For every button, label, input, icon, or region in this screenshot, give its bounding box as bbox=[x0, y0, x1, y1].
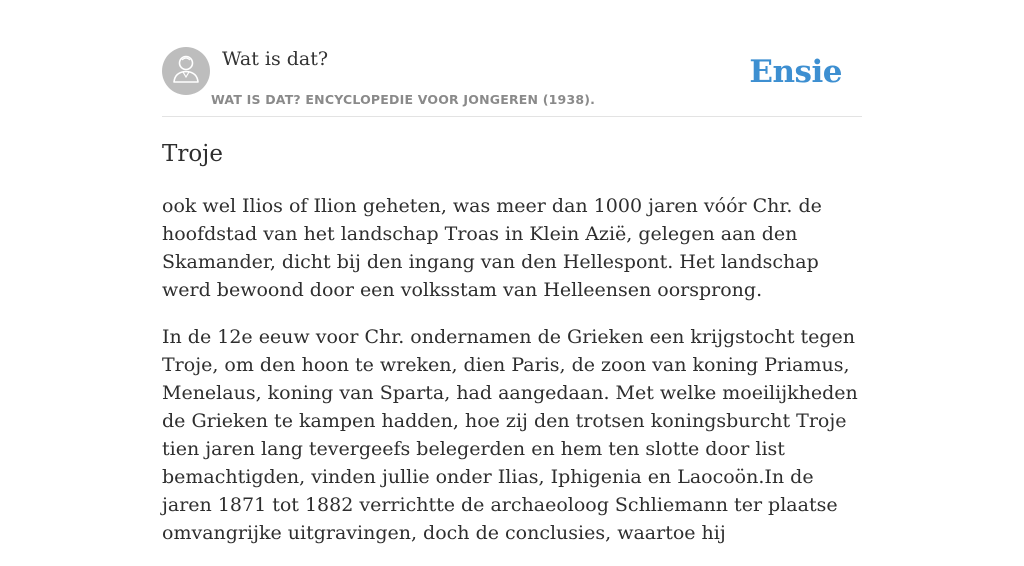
entry-paragraph: ook wel Ilios of Ilion geheten, was meer dan 1000 jaren vóór Chr. de hoofdstad van het landschap Troas in Klein Azië, gelegen aan den Skamander, dicht bij den ingang van den Hellespont. Het landschap werd bewoond door een volksstam van Helleensen oorsprong. bbox=[162, 195, 822, 301]
entry-body bbox=[162, 192, 862, 566]
user-icon bbox=[171, 53, 201, 90]
entry-title: Troje bbox=[162, 141, 223, 167]
source-title[interactable]: Wat is dat? bbox=[222, 48, 329, 70]
entry-paragraph: In de 12e eeuw voor Chr. ondernamen de Grieken een krijgstocht tegen Troje, om den hoon te wreken, dien Paris, de zoon van koning Priamus, Menelaus, koning van Sparta, had aangedaan. Met welke moeilijkheden de Grieken te kampen hadden, hoe zij den trotsen koningsburcht Troje tien jaren lang tevergeefs belegerden en hem ten slotte door list bemachtigden, vinden jullie onder Ilias, Iphigenia en Laocoön.In de jaren 1871 tot 1882 verrichtte de archaeoloog Schliemann ter plaatse omvangrijke uitgravingen, doch de conclusies, waartoe hij bbox=[162, 326, 858, 544]
source-subtitle[interactable]: WAT IS DAT? ENCYCLOPEDIE VOOR JONGEREN (1938). bbox=[211, 92, 596, 107]
source-header bbox=[162, 46, 862, 117]
avatar[interactable] bbox=[162, 47, 210, 95]
brand-logo[interactable]: Ensie bbox=[749, 54, 842, 90]
